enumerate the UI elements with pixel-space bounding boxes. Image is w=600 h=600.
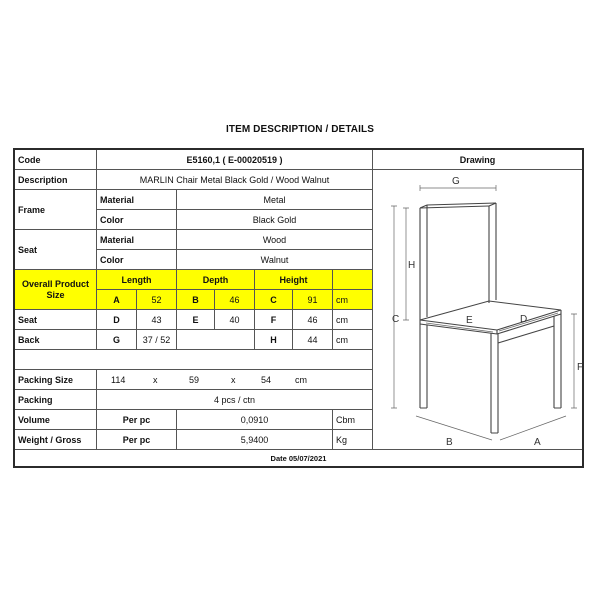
seat-dims-unit: cm (333, 310, 373, 330)
seat-dims-label: Seat (15, 310, 97, 330)
weight-per: Per pc (97, 430, 177, 450)
frame-material-label: Material (97, 190, 177, 210)
h-label: H (255, 330, 293, 350)
packing-x1: x (153, 374, 158, 385)
packing-size-row (97, 370, 373, 390)
frame-material-value: Metal (177, 190, 373, 210)
drawing-letter-c: C (392, 314, 400, 325)
weight-unit: Kg (333, 430, 373, 450)
d-label: D (97, 310, 137, 330)
drawing-letter-g: G (452, 176, 460, 187)
c-value: 91 (293, 290, 333, 310)
frame-color-label: Color (97, 210, 177, 230)
volume-label: Volume (15, 410, 97, 430)
seat-material-value: Wood (177, 230, 373, 250)
e-label: E (177, 310, 215, 330)
spec-sheet (13, 148, 584, 468)
chair-drawing (386, 168, 584, 453)
overall-size-label: Overall Product Size (15, 270, 97, 310)
packing-size-label: Packing Size (15, 370, 97, 390)
overall-unit: cm (333, 290, 373, 310)
packing-unit: cm (295, 374, 307, 385)
back-dims-unit: cm (333, 330, 373, 350)
volume-value: 0,0910 (177, 410, 333, 430)
b-label: B (177, 290, 215, 310)
f-value: 46 (293, 310, 333, 330)
seat-material-label: Material (97, 230, 177, 250)
code-label: Code (15, 150, 97, 170)
seat-color-value: Walnut (177, 250, 373, 270)
code-value: E5160,1 ( E-00020519 ) (97, 150, 373, 170)
drawing-letter-b: B (446, 437, 453, 448)
date-footer: Date 05/07/2021 (270, 453, 327, 463)
volume-unit: Cbm (333, 410, 373, 430)
a-label: A (97, 290, 137, 310)
b-value: 46 (215, 290, 255, 310)
description-value: MARLIN Chair Metal Black Gold / Wood Walnut (97, 170, 373, 190)
spacer-row (15, 350, 373, 370)
a-value: 52 (137, 290, 177, 310)
drawing-letter-f: F (577, 362, 584, 373)
seat-spec-label: Seat (15, 230, 97, 270)
packing-length: 114 (111, 374, 126, 385)
h-value: 44 (293, 330, 333, 350)
volume-per: Per pc (97, 410, 177, 430)
packing-x2: x (231, 374, 236, 385)
back-dims-label: Back (15, 330, 97, 350)
drawing-label: Drawing (373, 150, 582, 170)
overall-blank-header (333, 270, 373, 290)
description-label: Description (15, 170, 97, 190)
drawing-letter-d: D (520, 314, 528, 325)
g-label: G (97, 330, 137, 350)
back-blank (177, 330, 255, 350)
packing-height: 54 (261, 374, 272, 385)
drawing-letter-e: E (466, 315, 473, 326)
drawing-letter-a: A (534, 437, 541, 448)
d-value: 43 (137, 310, 177, 330)
packing-label: Packing (15, 390, 97, 410)
c-label: C (255, 290, 293, 310)
f-label: F (255, 310, 293, 330)
weight-value: 5,9400 (177, 430, 333, 450)
e-value: 40 (215, 310, 255, 330)
packing-value: 4 pcs / ctn (97, 390, 373, 410)
length-header: Length (97, 270, 177, 290)
height-header: Height (255, 270, 333, 290)
page-title: ITEM DESCRIPTION / DETAILS (226, 124, 374, 135)
packing-width: 59 (189, 374, 200, 385)
frame-label: Frame (15, 190, 97, 230)
g-value: 37 / 52 (137, 330, 177, 350)
weight-label: Weight / Gross (15, 430, 97, 450)
seat-color-label: Color (97, 250, 177, 270)
depth-header: Depth (177, 270, 255, 290)
frame-color-value: Black Gold (177, 210, 373, 230)
drawing-letter-h: H (408, 260, 416, 271)
